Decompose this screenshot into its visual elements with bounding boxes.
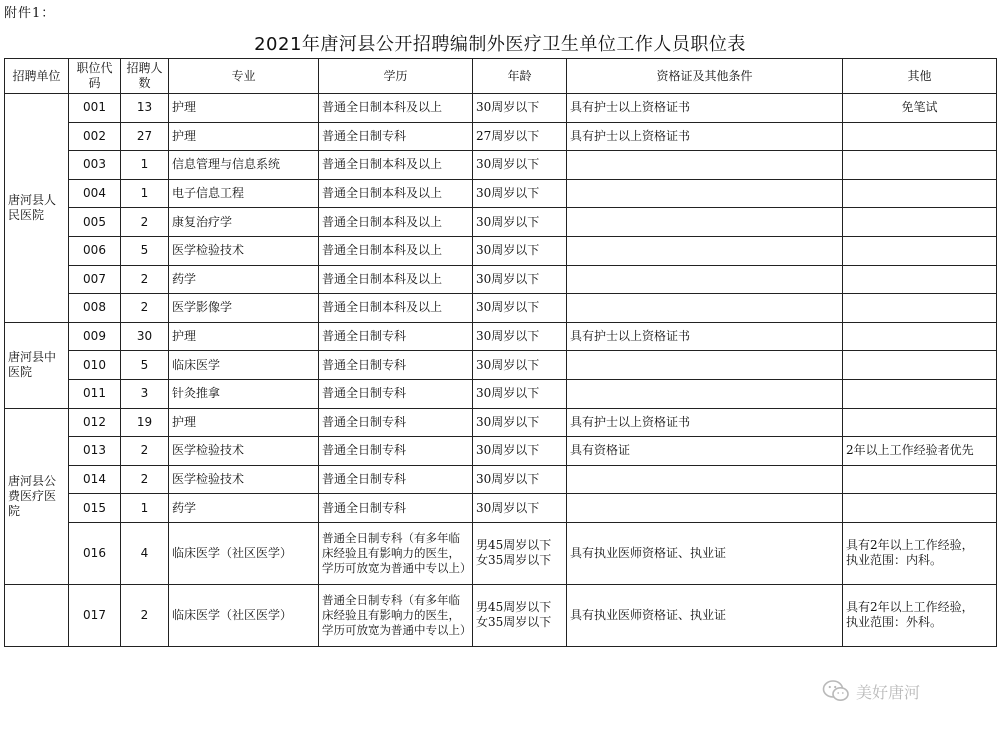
count-cell: 5 <box>121 351 169 380</box>
count-cell: 1 <box>121 151 169 180</box>
qualification-cell <box>567 294 843 323</box>
major-cell: 电子信息工程 <box>169 179 319 208</box>
code-cell: 007 <box>69 265 121 294</box>
count-cell: 1 <box>121 494 169 523</box>
table-row <box>5 208 997 237</box>
education-cell: 普通全日制本科及以上 <box>319 208 473 237</box>
qualification-cell: 具有护士以上资格证书 <box>567 322 843 351</box>
count-cell: 4 <box>121 522 169 584</box>
age-cell <box>473 584 567 646</box>
other-line: 执业范围：内科。 <box>846 553 943 568</box>
major-cell: 临床医学（社区医学） <box>169 584 319 646</box>
major-cell: 信息管理与信息系统 <box>169 151 319 180</box>
code-cell: 011 <box>69 379 121 408</box>
major-cell: 康复治疗学 <box>169 208 319 237</box>
table-row <box>5 465 997 494</box>
table-header-row <box>5 59 997 94</box>
count-cell: 5 <box>121 236 169 265</box>
table-row <box>5 437 997 466</box>
education-cell: 普通全日制专科 <box>319 437 473 466</box>
qualification-cell <box>567 236 843 265</box>
other-cell <box>843 584 997 646</box>
education-cell: 普通全日制本科及以上 <box>319 294 473 323</box>
education-cell: 普通全日制专科（有多年临床经验且有影响力的医生，学历可放宽为普通中专以上） <box>319 522 473 584</box>
unit-cell-empty <box>5 584 69 646</box>
header-age: 年龄 <box>473 59 567 94</box>
education-cell: 普通全日制本科及以上 <box>319 94 473 123</box>
qualification-cell <box>567 151 843 180</box>
code-cell: 002 <box>69 122 121 151</box>
qualification-cell: 具有护士以上资格证书 <box>567 408 843 437</box>
code-cell: 005 <box>69 208 121 237</box>
education-cell: 普通全日制专科 <box>319 408 473 437</box>
qualification-cell <box>567 465 843 494</box>
header-unit: 招聘单位 <box>5 59 69 94</box>
qualification-cell <box>567 265 843 294</box>
other-cell <box>843 294 997 323</box>
table-row <box>5 265 997 294</box>
qualification-cell <box>567 179 843 208</box>
position-table <box>4 58 997 647</box>
major-cell: 针灸推拿 <box>169 379 319 408</box>
education-cell: 普通全日制本科及以上 <box>319 236 473 265</box>
age-cell: 30周岁以下 <box>473 465 567 494</box>
header-major: 专业 <box>169 59 319 94</box>
watermark <box>822 676 920 706</box>
code-cell: 016 <box>69 522 121 584</box>
age-line: 女35周岁以下 <box>476 553 552 568</box>
table-row <box>5 408 997 437</box>
qualification-cell <box>567 494 843 523</box>
unit-cell: 唐河县中医院 <box>5 322 69 408</box>
count-cell: 27 <box>121 122 169 151</box>
age-cell: 27周岁以下 <box>473 122 567 151</box>
count-cell: 3 <box>121 379 169 408</box>
code-cell: 014 <box>69 465 121 494</box>
other-cell <box>843 351 997 380</box>
table-row <box>5 179 997 208</box>
qualification-cell <box>567 379 843 408</box>
other-line: 具有2年以上工作经验， <box>846 538 974 553</box>
age-cell: 30周岁以下 <box>473 265 567 294</box>
count-cell: 30 <box>121 322 169 351</box>
education-cell: 普通全日制专科（有多年临床经验且有影响力的医生，学历可放宽为普通中专以上） <box>319 584 473 646</box>
other-cell <box>843 379 997 408</box>
other-cell <box>843 408 997 437</box>
qualification-cell: 具有执业医师资格证、执业证 <box>567 522 843 584</box>
age-cell: 30周岁以下 <box>473 208 567 237</box>
count-cell: 1 <box>121 179 169 208</box>
other-cell: 免笔试 <box>843 94 997 123</box>
major-cell: 医学影像学 <box>169 294 319 323</box>
major-cell: 医学检验技术 <box>169 465 319 494</box>
count-cell: 2 <box>121 584 169 646</box>
code-cell: 004 <box>69 179 121 208</box>
page-title: 2021年唐河县公开招聘编制外医疗卫生单位工作人员职位表 <box>254 34 746 55</box>
age-cell: 30周岁以下 <box>473 151 567 180</box>
watermark-text: 美好唐河 <box>856 682 921 702</box>
major-cell: 药学 <box>169 265 319 294</box>
other-cell <box>843 151 997 180</box>
code-cell: 009 <box>69 322 121 351</box>
qualification-cell <box>567 208 843 237</box>
table-row <box>5 151 997 180</box>
education-cell: 普通全日制本科及以上 <box>319 179 473 208</box>
major-cell: 临床医学（社区医学） <box>169 522 319 584</box>
major-cell: 医学检验技术 <box>169 437 319 466</box>
age-cell: 30周岁以下 <box>473 437 567 466</box>
education-cell: 普通全日制本科及以上 <box>319 265 473 294</box>
education-cell: 普通全日制专科 <box>319 322 473 351</box>
code-cell: 012 <box>69 408 121 437</box>
other-cell <box>843 236 997 265</box>
major-cell: 护理 <box>169 94 319 123</box>
qualification-cell <box>567 351 843 380</box>
age-cell: 30周岁以下 <box>473 322 567 351</box>
age-cell: 30周岁以下 <box>473 351 567 380</box>
other-cell <box>843 522 997 584</box>
count-cell: 13 <box>121 94 169 123</box>
table-row <box>5 236 997 265</box>
header-count: 招聘人数 <box>121 59 169 94</box>
age-cell: 30周岁以下 <box>473 294 567 323</box>
table-row <box>5 522 997 584</box>
major-cell: 护理 <box>169 322 319 351</box>
other-cell <box>843 208 997 237</box>
wechat-icon <box>822 679 850 703</box>
table-row <box>5 94 997 123</box>
code-cell: 010 <box>69 351 121 380</box>
qualification-cell: 具有资格证 <box>567 437 843 466</box>
other-cell <box>843 265 997 294</box>
age-cell: 30周岁以下 <box>473 236 567 265</box>
education-cell: 普通全日制专科 <box>319 122 473 151</box>
age-line: 男45周岁以下 <box>476 538 552 553</box>
table-row <box>5 584 997 646</box>
header-code: 职位代码 <box>69 59 121 94</box>
education-cell: 普通全日制本科及以上 <box>319 151 473 180</box>
age-cell: 30周岁以下 <box>473 494 567 523</box>
count-cell: 19 <box>121 408 169 437</box>
education-cell: 普通全日制专科 <box>319 351 473 380</box>
unit-cell: 唐河县人民医院 <box>5 94 69 323</box>
major-cell: 临床医学 <box>169 351 319 380</box>
table-row <box>5 294 997 323</box>
other-cell <box>843 494 997 523</box>
count-cell: 2 <box>121 294 169 323</box>
header-other: 其他 <box>843 59 997 94</box>
qualification-cell: 具有执业医师资格证、执业证 <box>567 584 843 646</box>
major-cell: 药学 <box>169 494 319 523</box>
age-line: 男45周岁以下 <box>476 600 552 615</box>
age-cell: 30周岁以下 <box>473 94 567 123</box>
code-cell: 001 <box>69 94 121 123</box>
count-cell: 2 <box>121 265 169 294</box>
header-education: 学历 <box>319 59 473 94</box>
major-cell: 护理 <box>169 408 319 437</box>
code-cell: 015 <box>69 494 121 523</box>
other-cell <box>843 322 997 351</box>
other-cell <box>843 122 997 151</box>
education-cell: 普通全日制专科 <box>319 465 473 494</box>
header-qualification: 资格证及其他条件 <box>567 59 843 94</box>
count-cell: 2 <box>121 437 169 466</box>
other-line: 执业范围：外科。 <box>846 615 943 630</box>
count-cell: 2 <box>121 208 169 237</box>
education-cell: 普通全日制专科 <box>319 494 473 523</box>
table-row <box>5 379 997 408</box>
other-cell: 2年以上工作经验者优先 <box>843 437 997 466</box>
other-line: 具有2年以上工作经验， <box>846 600 974 615</box>
table-row <box>5 494 997 523</box>
qualification-cell: 具有护士以上资格证书 <box>567 122 843 151</box>
code-cell: 017 <box>69 584 121 646</box>
major-cell: 护理 <box>169 122 319 151</box>
table-row <box>5 351 997 380</box>
age-cell: 30周岁以下 <box>473 379 567 408</box>
other-cell <box>843 179 997 208</box>
qualification-cell: 具有护士以上资格证书 <box>567 94 843 123</box>
other-cell <box>843 465 997 494</box>
table-row <box>5 122 997 151</box>
code-cell: 003 <box>69 151 121 180</box>
age-cell: 30周岁以下 <box>473 408 567 437</box>
count-cell: 2 <box>121 465 169 494</box>
code-cell: 006 <box>69 236 121 265</box>
unit-cell: 唐河县公费医疗医院 <box>5 408 69 584</box>
code-cell: 008 <box>69 294 121 323</box>
table-row <box>5 322 997 351</box>
code-cell: 013 <box>69 437 121 466</box>
attachment-label: 附件1： <box>4 6 56 21</box>
major-cell: 医学检验技术 <box>169 236 319 265</box>
age-cell: 30周岁以下 <box>473 179 567 208</box>
age-line: 女35周岁以下 <box>476 615 552 630</box>
age-cell <box>473 522 567 584</box>
education-cell: 普通全日制专科 <box>319 379 473 408</box>
